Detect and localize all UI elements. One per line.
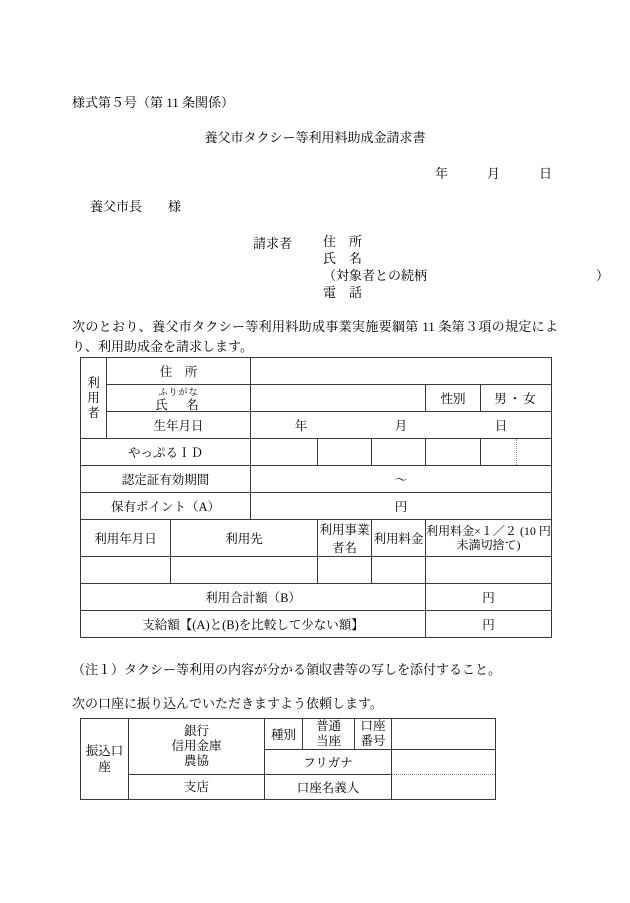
bank-holder-label: 口座名義人 [265,775,392,800]
usage-header-destination: 利用先 [171,520,318,557]
user-name-label-text: 氏 名 [155,397,202,412]
table-row-dob [81,412,552,439]
payment-unit: 円 [482,618,495,632]
usage-header-operator [318,520,372,557]
user-name-input[interactable] [251,385,426,412]
table-row-points [81,493,552,520]
main-form-table [80,357,552,638]
usage-cell-half[interactable] [426,557,552,584]
dob-day-label: 日 [494,419,508,433]
usage-header-half [426,520,552,557]
bank-account-number-input[interactable] [392,719,496,750]
table-row-total [81,584,552,611]
total-unit: 円 [482,591,495,605]
bank-row-name [81,719,496,750]
bank-account-type-options[interactable] [303,719,355,750]
cert-period-input[interactable]: ～ [251,466,552,493]
requester-label: 請求者 [253,236,293,251]
user-gender-options[interactable]: 男・女 [481,385,552,412]
table-row-payment [81,611,552,638]
requester-address-label[interactable]: 住 所 [323,234,363,249]
table-row-cert-period [81,466,552,493]
yapple-id-cell-5[interactable] [481,439,552,466]
user-dob-label: 生年月日 [107,412,251,439]
user-furigana-label: ふりがな [158,386,199,397]
bank-intro-text: 次の口座に振り込んでいただきますよう依頼します。 [72,696,383,711]
dob-year-label: 年 [294,419,308,433]
user-dob-input[interactable] [251,412,552,439]
table-row-yapple-id [81,439,552,466]
usage-cell-operator[interactable] [318,557,372,584]
total-input[interactable] [426,584,552,611]
account-type-option-1: 普通 [315,719,341,733]
bank-branch-input[interactable] [129,775,265,800]
table-row-name [81,385,552,412]
points-unit: 円 [394,500,408,514]
user-name-label [107,385,251,412]
usage-header-fare: 利用料金 [372,520,426,557]
payment-label: 支給額【(A)と(B)を比較して少ない額】 [81,611,426,638]
user-side-label-char-2: 用 [87,390,100,405]
user-address-input[interactable] [251,358,552,385]
yapple-id-cell-4[interactable] [426,439,481,466]
bank-type-option-1: 銀行 [183,724,209,738]
account-number-label-line1: 口座 [360,719,386,733]
usage-cell-date[interactable] [81,557,171,584]
user-side-label-char-1: 利 [87,375,100,390]
bank-type-label: 種別 [265,719,303,750]
addressee-line: 養父市長 様 [90,199,182,214]
bank-account-table [80,718,496,800]
usage-header-half-line1: 利用料金×１／２ [426,524,517,538]
user-side-label [81,358,107,439]
account-number-label-line2: 番号 [360,734,386,748]
total-label: 利用合計額（B） [81,584,426,611]
table-row-usage-entry [81,557,552,584]
account-type-option-2: 当座 [315,734,341,748]
bank-side-label-line1: 振込口座 [85,744,124,774]
usage-header-half-line2: (10 円未満切捨て) [456,524,551,552]
usage-cell-fare[interactable] [372,557,426,584]
points-label: 保有ポイント（A） [81,493,251,520]
requester-block [253,233,609,301]
bank-type-option-2: 信用金庫 [171,739,222,753]
bank-account-number-label [355,719,392,750]
usage-header-date: 利用年月日 [81,520,171,557]
yapple-id-cell-3[interactable] [372,439,426,466]
yapple-id-cell-6[interactable] [516,439,552,465]
form-number: 様式第５号（第 11 条関係） [72,95,235,110]
bank-holder-name-input[interactable] [392,774,495,800]
user-side-label-char-3: 者 [87,405,100,420]
bank-name-input[interactable] [129,719,265,775]
bank-furigana-input[interactable] [392,750,495,775]
yapple-id-cell-1[interactable] [251,439,318,466]
dob-month-label: 月 [394,419,408,433]
note-1: （注１）タクシー等利用の内容が分かる領収書等の写しを添付すること。 [72,662,502,677]
table-row-address [81,358,552,385]
date-line[interactable]: 年 月 日 [435,166,553,181]
table-row-usage-header [81,520,552,557]
user-gender-label: 性別 [426,385,481,412]
points-input[interactable] [251,493,552,520]
yapple-id-cell-2[interactable] [318,439,372,466]
usage-header-operator-text: 利用事業者名 [319,523,370,555]
requester-relation-label[interactable]: （対象者との続柄 ） [323,268,610,283]
bank-type-option-3: 農協 [183,754,209,768]
bank-holder-input[interactable] [392,750,496,800]
cert-period-label: 認定証有効期間 [81,466,251,493]
requester-phone-label[interactable]: 電 話 [323,285,363,300]
requester-name-label[interactable]: 氏 名 [323,251,363,266]
yapple-id-cell-5a[interactable] [481,439,516,465]
payment-input[interactable] [426,611,552,638]
intro-paragraph: 次のとおり、養父市タクシー等利用料助成事業実施要綱第 11 条第３項の規定により、利用助成金を請求します。 [72,319,558,354]
bank-side-label [81,719,129,800]
yapple-id-label: やっぷるＩＤ [81,439,251,466]
bank-furigana-label: フリガナ [265,750,392,775]
user-address-label: 住 所 [107,358,251,385]
document-title: 養父市タクシー等利用料助成金請求書 [204,130,426,145]
usage-cell-destination[interactable] [171,557,318,584]
bank-branch-label: 支店 [183,779,209,794]
